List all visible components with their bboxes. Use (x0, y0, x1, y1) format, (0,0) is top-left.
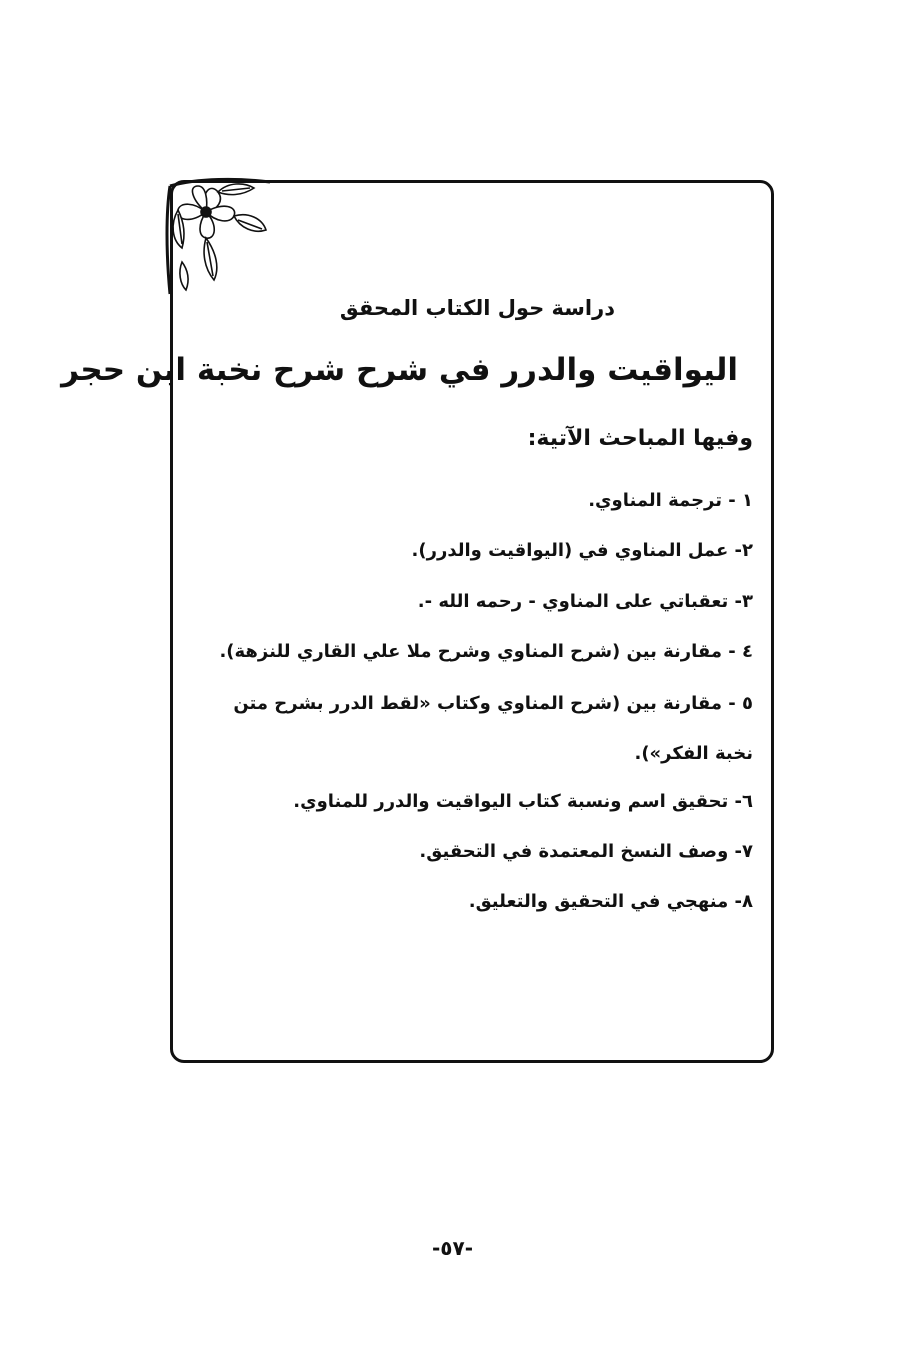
book-title: اليواقيت والدرر في شرح شرح نخبة ابن حجر (61, 352, 738, 388)
topic-item-4: ٤ - مقارنة بين (شرح المناوي وشرح ملا علي القاري للنزهة). (219, 641, 753, 662)
topic-item-5: ٥ - مقارنة بين (شرح المناوي وكتاب «لقط الدرر بشرح متن نخبة الفكر»). (233, 693, 753, 764)
page-number: -٥٧- (431, 1236, 474, 1260)
topic-item-8: ٨- منهجي في التحقيق والتعليق. (468, 891, 753, 912)
topic-item-7: ٧- وصف النسخ المعتمدة في التحقيق. (419, 841, 753, 862)
topics-intro: وفيها المباحث الآتية: (527, 426, 753, 451)
topic-item-1: ١ - ترجمة المناوي. (588, 490, 753, 511)
topic-item-3: ٣- تعقباتي على المناوي - رحمه الله -. (417, 591, 753, 612)
topic-item-2: ٢- عمل المناوي في (اليواقيت والدرر). (411, 540, 753, 561)
topic-item-6: ٦- تحقيق اسم ونسبة كتاب اليواقيت والدرر للمناوي. (293, 791, 753, 812)
study-subtitle: دراسة حول الكتاب المحقق (339, 296, 615, 320)
